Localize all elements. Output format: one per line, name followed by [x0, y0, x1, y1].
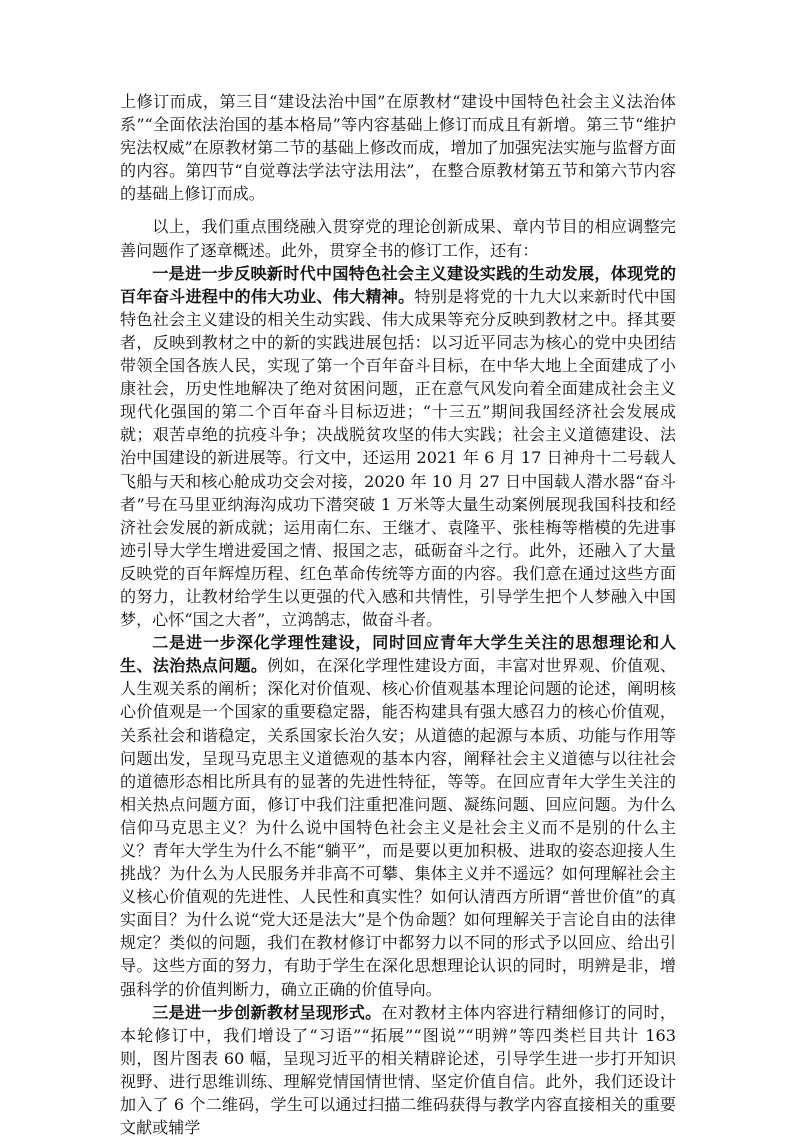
paragraph-5	[120, 1001, 676, 1139]
paragraph-3	[120, 262, 676, 632]
paragraph-3-text: 特别是将党的十九大以来新时代中国特色社会主义建设的相关生动实践、伟大成果等充分反映到教材之中。择其要者，反映到教材之中的新的实践进展包括：以习近平同志为核心的党中央团结带领全国各族人民，实现了第一个百年奋斗目标，在中华大地上全面建成了小康社会，历史性地解决了绝对贫困问题，正在意气风发向着全面建成社会主义现代化强国的第二个百年奋斗目标迈进；“十三五”期间我国经济社会发展成就；艰苦卓绝的抗疫斗争；决战脱贫攻坚的伟大实践；社会主义道德建设、法治中国建设的新进展等。行文中，还运用 2021 年 6 月 17 日神舟十二号载人飞船与天和核心舱成功交会对接，2020 年 10 月 27 日中国载人潜水器“奋斗者”号在马里亚纳海沟成功下潜突破 1 万米等大量生动案例展现我国科技和经济社会发展的新成就；运用南仁东、王继才、袁隆平、张桂梅等楷模的先进事迹引导大学生增进爱国之情、报国之志，砥砺奋斗之行。此外，还融入了大量反映党的百年辉煌历程、红色革命传统等方面的内容。我们意在通过这些方面的努力，让教材给学生以更强的代入感和共情性，引导学生把个人梦融入中国梦，心怀“国之大者”，立鸿鹄志，做奋斗者。	[120, 286, 677, 630]
paragraph-1	[120, 90, 676, 205]
paragraph-4-text: 例如，在深化学理性建设方面，丰富对世界观、价值观、人生观关系的阐析；深化对价值观、核心价值观基本理论问题的论述，阐明核心价值观是一个国家的重要稳定器，能否构建具有强大感召力的核心价值观，关系社会和谐稳定，关系国家长治久安；从道德的起源与本质、功能与作用等问题出发，呈现马克思主义道德观的基本内容，阐释社会主义道德与以往社会的道德形态相比所具有的显著的先进性特征，等等。在回应青年大学生关注的相关热点问题方面，修订中我们注重把准问题、凝练问题、回应问题。为什么信仰马克思主义？为什么说中国特色社会主义是社会主义而不是别的什么主义？青年大学生为什么不能“躺平”，而是要以更加积极、进取的姿态迎接人生挑战？为什么为人民服务并非高不可攀、集体主义并不遥远？如何理解社会主义核心价值观的先进性、人民性和真实性？如何认清西方所谓“普世价值”的真实面目？为什么说“党大还是法大”是个伪命题？如何理解关于言论自由的法律规定？类似的问题，我们在教材修订中都努力以不同的形式予以回应、给出引导。这些方面的努力，有助于学生在深化思想理论认识的同时，明辨是非，增强科学的价值判断力，确立正确的价值导向。	[120, 656, 677, 999]
paragraph-4	[120, 631, 676, 1001]
paragraph-3-lead: 一是进一步反映新时代中国特色社会主义建设实践的生动发展，体现党的百年奋斗进程中的伟大功业、伟大精神。	[120, 263, 676, 306]
paragraph-2-text: 以上，我们重点围绕融入贯穿党的理论创新成果、章内节目的相应调整完善问题作了逐章概述。此外，贯穿全书的修订工作，还有：	[120, 217, 676, 260]
paragraph-1-text: 上修订而成，第三目“建设法治中国”在原教材“建设中国特色社会主义法治体系”“全面依法治国的基本格局”等内容基础上修订而成且有新增。第三节“维护宪法权威”在原教材第二节的基础上修改而成，增加了加强宪法实施与监督方面的内容。第四节“自觉尊法学法守法用法”，在整合原教材第五节和第六节内容的基础上修订而成。	[120, 92, 676, 204]
paragraph-4-lead: 二是进一步深化学理性建设，同时回应青年大学生关注的思想理论和人生、法治热点问题。	[120, 633, 676, 676]
paragraph-5-lead: 三是进一步创新教材呈现形式。	[152, 1002, 382, 1022]
paragraph-2	[120, 215, 676, 261]
document-page	[120, 90, 676, 1139]
paragraph-5-text: 在对教材主体内容进行精细修订的同时，本轮修订中，我们增设了“习语”“拓展”“图说”“明辨”等四类栏目共计 163 则，图片图表 60 幅，呈现习近平的相关精辟论述，引导学生进一步打开知识视野、进行思维训练、理解党情国情世情、坚定价值自信。此外，我们还设计加入了 6 个二维码，学生可以通过扫描二维码获得与教学内容直接相关的重要文献或辅学	[120, 1002, 677, 1138]
